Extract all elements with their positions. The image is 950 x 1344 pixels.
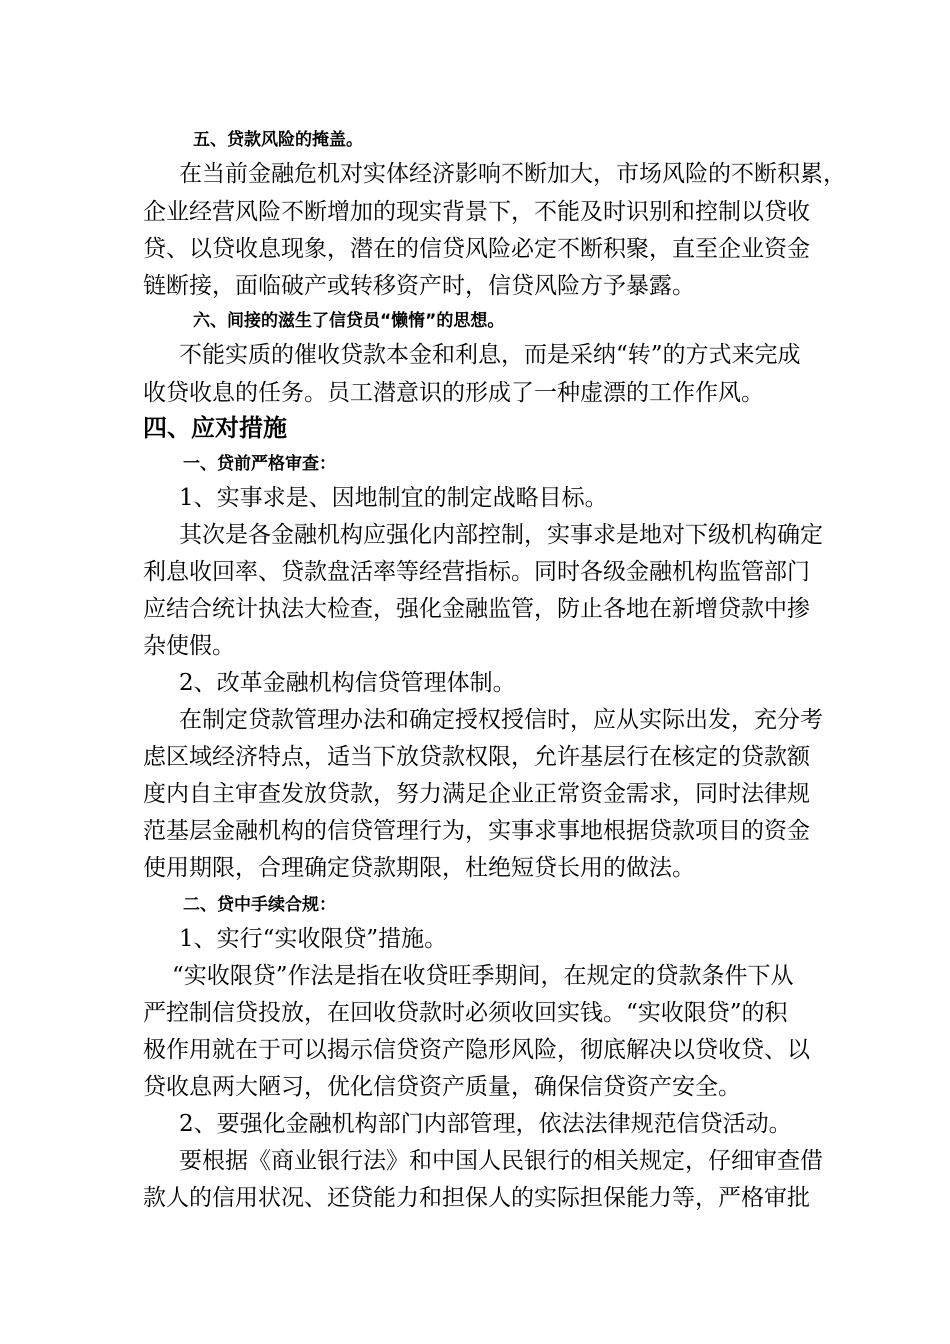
paragraph-line: 贷收息两大陋习，优化信贷资产质量，确保信贷资产安全。 [143,1074,741,1100]
paragraph-line: 在当前金融危机对实体经济影响不断加大，市场风险的不断积累， [179,161,846,187]
list-item: 1、实行“实收限贷”措施。 [179,926,448,952]
paragraph-line: 应结合统计执法大检查，强化金融监管，防止各地在新增贷款中掺 [143,596,810,622]
paragraph-line: 其次是各金融机构应强化内部控制，实事求是地对下级机构确定 [179,522,823,548]
paragraph-line: 利息收回率、贷款盘活率等经营指标。同时各级金融机构监管部门 [143,559,810,585]
paragraph-line: 范基层金融机构的信贷管理行为，实事求事地根据贷款项目的资金 [143,818,810,844]
paragraph-line: 企业经营风险不断增加的现实背景下，不能及时识别和控制以贷收 [143,199,810,225]
section-6-heading: 六、间接的滋生了信贷员“懒惰”的思想。 [193,311,505,331]
paragraph-line: 杂使假。 [143,633,235,659]
paragraph-line: 链断接，面临破产或转移资产时，信贷风险方予暴露。 [143,273,695,299]
paragraph-line: 要根据《商业银行法》和中国人民银行的相关规定，仔细审查借 [179,1148,823,1174]
paragraph-line: 度内自主审查发放贷款，努力满足企业正常资金需求，同时法律规 [143,781,810,807]
paragraph-line: 收贷收息的任务。员工潜意识的形成了一种虚漂的工作作风。 [143,380,764,406]
paragraph-line: 贷、以贷收息现象，潜在的信贷风险必定不断积聚，直至企业资金 [143,236,810,262]
paragraph-line: 在制定贷款管理办法和确定授权授信时，应从实际出发，充分考 [179,707,823,733]
paragraph-line: 款人的信用状况、还贷能力和担保人的实际担保能力等，严格审批 [143,1185,810,1211]
paragraph-line: 严控制信贷投放，在回收贷款时必须收回实钱。“实收限贷”的积 [143,1000,788,1026]
paragraph-line: 使用期限，合理确定贷款期限，杜绝短贷长用的做法。 [143,855,695,881]
paragraph-line: 不能实质的催收贷款本金和利息，而是采纳“转”的方式来完成 [179,342,801,368]
list-item: 2、要强化金融机构部门内部管理，依法法律规范信贷活动。 [179,1111,792,1137]
chapter-title: 四、应对措施 [143,414,287,442]
list-item: 2、改革金融机构信贷管理体制。 [179,670,516,696]
list-item: 1、实事求是、因地制宜的制定战略目标。 [179,485,608,511]
part-2-heading: 二、贷中手续合规： [183,895,336,915]
section-5-heading: 五、贷款风险的掩盖。 [193,130,363,150]
paragraph-line: “实收限贷”作法是指在收贷旺季期间，在规定的贷款条件下从 [172,963,794,989]
part-1-heading: 一、贷前严格审查： [183,454,336,474]
paragraph-line: 极作用就在于可以揭示信贷资产隐形风险，彻底解决以贷收贷、以 [143,1037,810,1063]
paragraph-line: 虑区域经济特点，适当下放贷款权限，允许基层行在核定的贷款额 [143,744,810,770]
